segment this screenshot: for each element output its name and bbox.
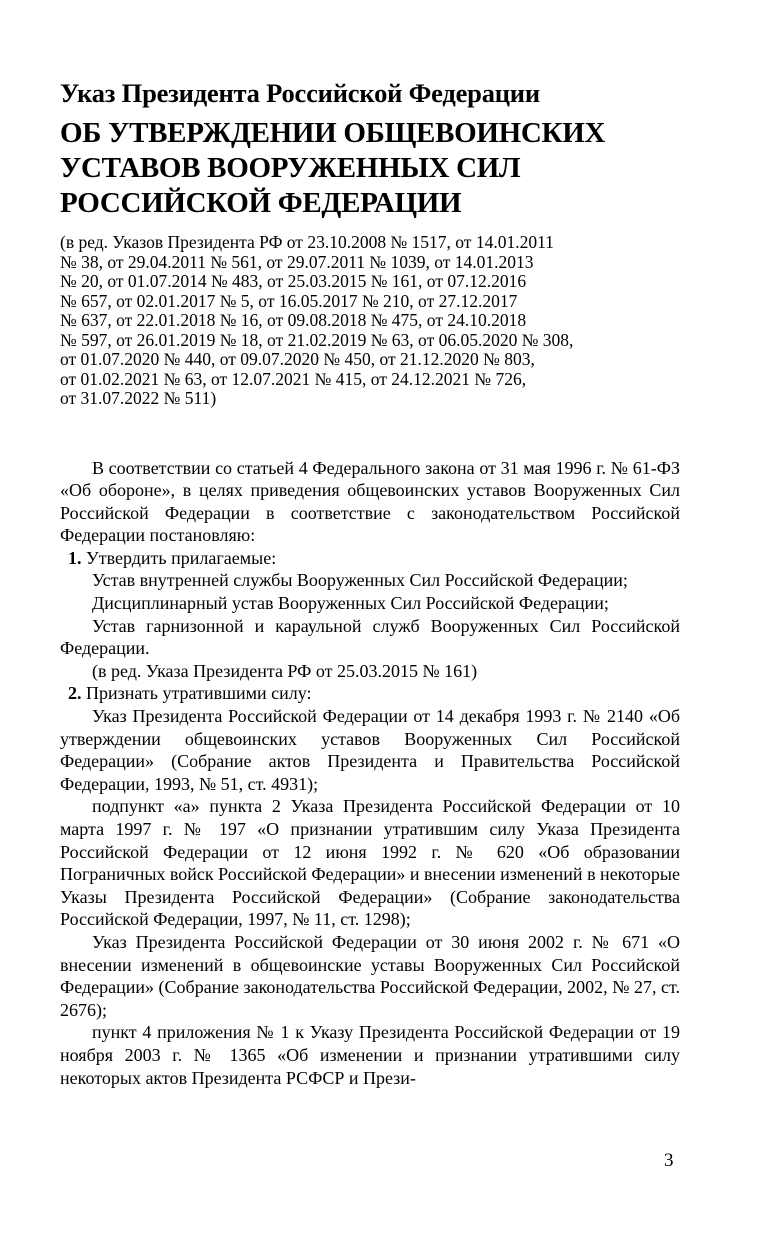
document-title <box>60 116 680 221</box>
item-1-entry: Устав гарнизонной и караульной служб Вооруженных Сил Российской Федерации. <box>60 615 680 659</box>
amendments-line: № 597, от 26.01.2019 № 18, от 21.02.2019 № 63, от 06.05.2020 № 308, <box>60 329 574 350</box>
item-1 <box>60 547 680 570</box>
amendments-line: от 31.07.2022 № 511) <box>60 388 217 408</box>
amendments-line: № 657, от 02.01.2017 № 5, от 16.05.2017 № 210, от 27.12.2017 <box>60 290 518 311</box>
amendments-line: (в ред. Указов Президента РФ от 23.10.2008 № 1517, от 14.01.2011 <box>60 232 554 252</box>
document-heading: Указ Президента Российской Федерации <box>60 78 540 108</box>
item-2-text: Признать утратившими силу: <box>86 683 312 704</box>
item-2-entry: Указ Президента Российской Федерации от 30 июня 2002 г. № 671 «О внесении изменений в общевоинские уставы Вооруженных Сил Российской Федерации» (Собрание законодательства Российской Федерации, 2002, № 27, ст. 2676); <box>60 931 680 1020</box>
item-1-entry: Дисциплинарный устав Вооруженных Сил Российской Федерации; <box>92 593 609 614</box>
title-line: ОБ УТВЕРЖДЕНИИ ОБЩЕВОИНСКИХ <box>60 117 606 149</box>
amendments-line: от 01.07.2020 № 440, от 09.07.2020 № 450, от 21.12.2020 № 803, <box>60 349 535 369</box>
item-2-number: 2. <box>68 683 82 704</box>
amendments-line: от 01.02.2021 № 63, от 12.07.2021 № 415, от 24.12.2021 № 726, <box>60 368 527 389</box>
item-1-entry: Устав внутренней службы Вооруженных Сил Российской Федерации; <box>92 570 628 591</box>
item-2-entry: Указ Президента Российской Федерации от 14 декабря 1993 г. № 2140 «Об утверждении общевоинских уставов Вооруженных Сил Российской Федерации» (Собрание актов Президента и Правительства Российской Федерации, 1993, № 51, ст. 4931); <box>60 706 680 794</box>
title-line: УСТАВОВ ВООРУЖЕННЫХ СИЛ <box>60 152 521 184</box>
item-2-entry: подпункт «а» пункта 2 Указа Президента Российской Федерации от 10 марта 1997 г. № 197 «О признании утратившим силу Указа Президента Российской Федерации от 12 июня 1992 г. № 620 «Об образовании Пограничных войск Российской Федерации» и внесении изменений в некоторые Указы Президента Российской Федерации» (Собрание законодательства Российской Федерации, 1997, № 11, ст. 1298); <box>60 796 680 930</box>
amendments-line: № 20, от 01.07.2014 № 483, от 25.03.2015 № 161, от 07.12.2016 <box>60 271 527 291</box>
item-1-text: Утвердить прилагаемые: <box>86 547 277 568</box>
page-number: 3 <box>664 1150 674 1171</box>
item-2 <box>60 682 680 705</box>
title-line: РОССИЙСКОЙ ФЕДЕРАЦИИ <box>60 187 462 219</box>
document-page <box>60 78 680 1089</box>
item-1-note: (в ред. Указа Президента РФ от 25.03.2015 № 161) <box>92 660 478 681</box>
item-1-number: 1. <box>68 547 82 568</box>
document-body <box>60 457 680 1090</box>
intro-paragraph: В соответствии со статьей 4 Федерального закона от 31 мая 1996 г. № 61-ФЗ «Об обороне», в целях приведения общевоинских уставов Вооруженных Сил Российской Федерации в соответствие с законодательством Российской Федерации постановляю: <box>60 457 680 546</box>
amendments-line: № 637, от 22.01.2018 № 16, от 09.08.2018 № 475, от 24.10.2018 <box>60 310 527 330</box>
amendments-line: № 38, от 29.04.2011 № 561, от 29.07.2011 № 1039, от 14.01.2013 <box>60 251 534 272</box>
item-2-entry: пункт 4 приложения № 1 к Указу Президента Российской Федерации от 19 ноября 2003 г. № 1365 «Об изменении и признании утратившими силу некоторых актов Президента РСФСР и Прези- <box>60 1022 680 1088</box>
amendments-note <box>60 233 680 409</box>
